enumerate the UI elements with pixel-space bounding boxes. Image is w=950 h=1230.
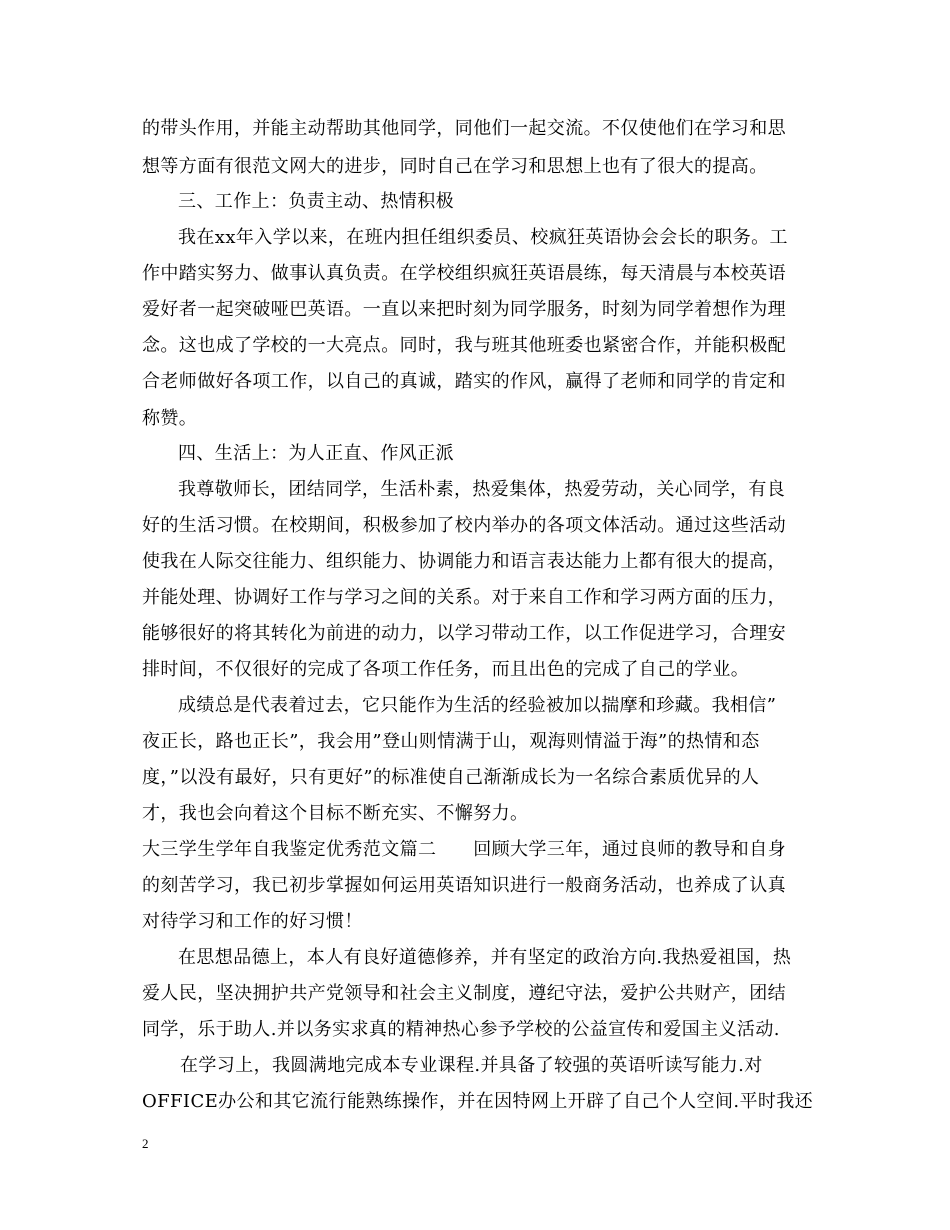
text-line: 我在xx年入学以来，在班内担任组织委员、校疯狂英语协会会长的职务。工 [178,227,788,248]
text-line: 作中踏实努力、做事认真负责。在学校组织疯狂英语晨练，每天清晨与本校英语 [142,263,786,284]
text-line: OFFICE办公和其它流行能熟练操作，并在因特网上开辟了自己个人空间.平时我还 [142,1091,814,1112]
text-line: 对待学习和工作的好习惯！ [142,911,363,932]
text-line: 我尊敬师长，团结同学，生活朴素，热爱集体，热爱劳动，关心同学，有良 [178,479,786,500]
text-line: 使我在人际交往能力、组织能力、协调能力和语言表达能力上都有很大的提高， [142,551,786,572]
section-heading: 三、工作上：负责主动、热情积极 [178,191,454,212]
text-line: 好的生活习惯。在校期间，积极参加了校内举办的各项文体活动。通过这些活动 [142,515,786,536]
text-line: 爱好者一起突破哑巴英语。一直以来把时刻为同学服务，时刻为同学着想作为理 [142,299,786,320]
text-line: 的刻苦学习，我已初步掌握如何运用英语知识进行一般商务活动，也养成了认真 [142,875,786,896]
text-line: 爱人民，坚决拥护共产党领导和社会主义制度，遵纪守法，爱护公共财产，团结 [142,983,786,1004]
text-line: 称赞。 [142,408,198,429]
text-line: 合老师做好各项工作，以自己的真诚，踏实的作风，赢得了老师和同学的肯定和 [142,371,786,392]
text-line: 夜正长，路也正长”，我会用”登山则情满于山，观海则情溢于海”的热情和态 [142,731,760,752]
text-line: 成绩总是代表着过去，它只能作为生活的经验被加以揣摩和珍藏。我相信” [178,695,777,716]
text-line: 才，我也会向着这个目标不断充实、不懈努力。 [142,803,529,824]
text-line: 在学习上，我圆满地完成本专业课程.并具备了较强的英语听读写能力.对 [180,1055,763,1076]
text-line: 排时间，不仅很好的完成了各项工作任务，而且出色的完成了自己的学业。 [142,659,750,680]
text-line: 念。这也成了学校的一大亮点。同时，我与班其他班委也紧密合作，并能积极配 [142,335,786,356]
page-number: 2 [142,1136,149,1151]
section-heading: 四、生活上：为人正直、作风正派 [178,443,454,464]
text-line: 在思想品德上，本人有良好道德修养，并有坚定的政治方向.我热爱祖国，热 [178,947,792,968]
text-line: 能够很好的将其转化为前进的动力，以学习带动工作，以工作促进学习，合理安 [142,623,786,644]
section-title-line: 大三学生学年自我鉴定优秀范文篇二 回顾大学三年，通过良师的教导和自身 [142,839,786,860]
text-line: 度，”以没有最好，只有更好”的标准使自己渐渐成长为一名综合素质优异的人 [142,767,760,788]
text-line: 并能处理、协调好工作与学习之间的关系。对于来自工作和学习两方面的压力， [142,587,786,608]
text-line: 同学，乐于助人.并以务实求真的精神热心参予学校的公益宣传和爱国主义活动. [142,1019,780,1040]
text-line: 的带头作用，并能主动帮助其他同学，同他们一起交流。不仅使他们在学习和思 [142,118,786,139]
text-line: 想等方面有很范文网大的进步，同时自己在学习和思想上也有了很大的提高。 [142,156,768,177]
